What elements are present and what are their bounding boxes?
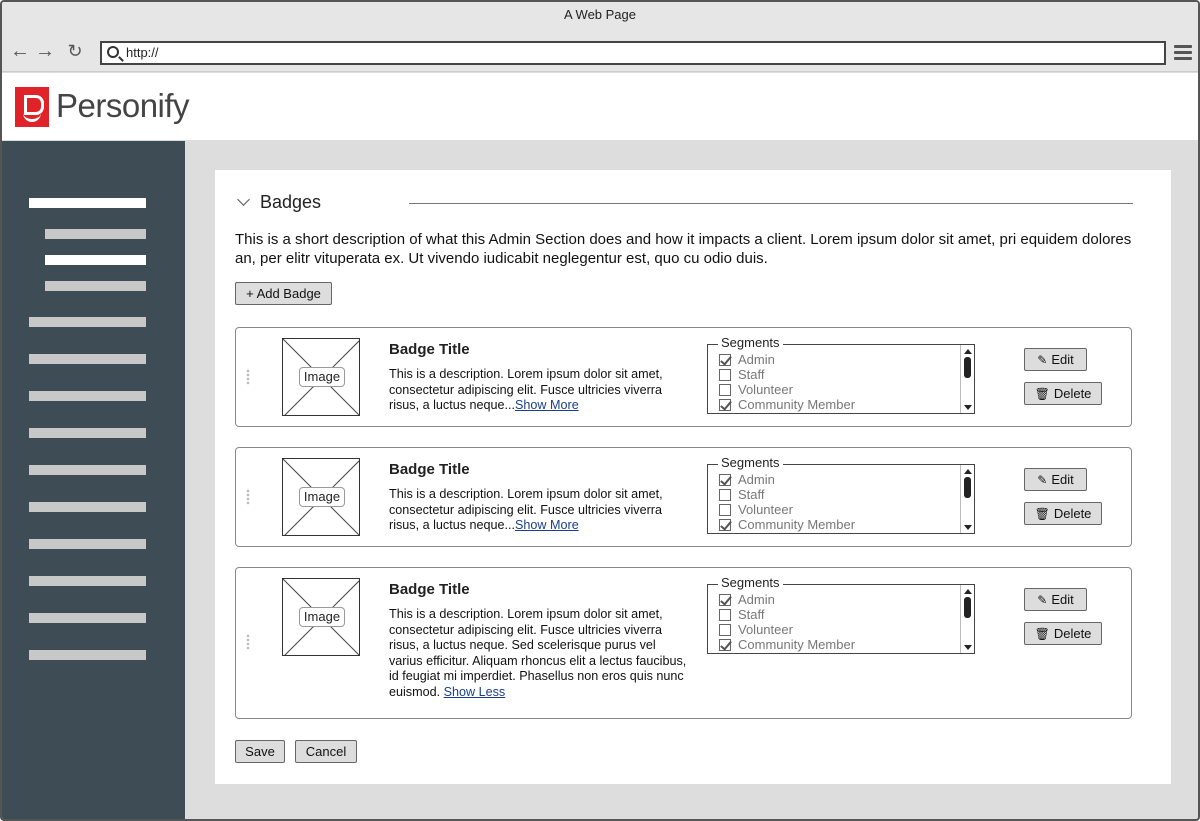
- segments-legend: Segments: [718, 336, 783, 350]
- section-divider: [409, 203, 1133, 204]
- segment-label: Admin: [738, 352, 775, 367]
- sidebar-item-2[interactable]: [29, 317, 146, 327]
- segment-volunteer[interactable]: [719, 622, 855, 637]
- site-header: [2, 73, 1198, 140]
- badge-description: [389, 487, 689, 534]
- segment-volunteer[interactable]: [719, 382, 855, 397]
- checkbox[interactable]: [719, 594, 731, 606]
- segment-volunteer[interactable]: [719, 502, 855, 517]
- delete-label: Delete: [1053, 386, 1092, 401]
- badge-image: [282, 458, 360, 536]
- section-title: Badges: [260, 192, 322, 212]
- edit-label: Edit: [1051, 592, 1074, 607]
- address-text: http://: [126, 45, 159, 60]
- checkbox[interactable]: [719, 474, 731, 486]
- checkbox[interactable]: [719, 639, 731, 651]
- show-more-link[interactable]: Show More: [515, 398, 579, 412]
- segment-label: Staff: [738, 367, 765, 382]
- checkbox[interactable]: [719, 489, 731, 501]
- badge-description: [389, 607, 689, 700]
- segment-community-member[interactable]: [719, 397, 855, 412]
- segment-staff[interactable]: [719, 487, 855, 502]
- segment-label: Community Member: [738, 397, 856, 412]
- segment-admin[interactable]: [719, 352, 855, 367]
- segment-staff[interactable]: [719, 607, 855, 622]
- scroll-up-icon[interactable]: [964, 349, 972, 354]
- scroll-down-icon[interactable]: [964, 645, 972, 650]
- edit-label: Edit: [1051, 472, 1074, 487]
- badge-description-text: This is a description. Lorem ipsum dolor sit amet, consectetur adipiscing elit. Fusce ultricies viverra risus, a luctus neque...: [389, 367, 663, 412]
- segment-admin[interactable]: [719, 592, 855, 607]
- arrow-left-icon[interactable]: ←: [10, 40, 30, 62]
- checkbox[interactable]: [719, 369, 731, 381]
- badge-title: Badge Title: [389, 341, 470, 358]
- segment-community-member[interactable]: [719, 637, 855, 652]
- section-description: This is a short description of what this Admin Section does and how it impacts a client. Lorem ipsum dolor sit amet, pri equidem dolores an, per elitr vituperata ex. Ut vivendo iudicabit neglegentur est, quo cu odio duis.: [235, 231, 1132, 267]
- segments-list: [707, 575, 975, 654]
- badge-card: [235, 447, 1132, 547]
- segments-legend: Segments: [718, 576, 783, 590]
- arrow-right-icon[interactable]: →: [35, 40, 55, 62]
- scroll-thumb[interactable]: [964, 357, 971, 378]
- checkbox[interactable]: [719, 399, 731, 411]
- sidebar-item-1[interactable]: [29, 198, 146, 208]
- scrollbar[interactable]: [960, 585, 974, 653]
- scroll-thumb[interactable]: [964, 597, 971, 618]
- sidebar: [2, 141, 185, 821]
- brand-name[interactable]: Personify: [56, 87, 190, 124]
- segment-label: Staff: [738, 607, 765, 622]
- sidebar-item-11[interactable]: [29, 650, 146, 660]
- segment-label: Staff: [738, 487, 765, 502]
- badge-image: [282, 578, 360, 656]
- segment-label: Community Member: [738, 517, 856, 532]
- segment-label: Volunteer: [738, 382, 793, 397]
- badge-title: Badge Title: [389, 581, 470, 598]
- trash-icon: 🗑: [1034, 627, 1050, 641]
- show-less-link[interactable]: Show Less: [443, 684, 506, 699]
- browser-toolbar: [2, 32, 1198, 72]
- sidebar-item-7[interactable]: [29, 502, 146, 512]
- segment-label: Volunteer: [738, 502, 793, 517]
- badge-card: [235, 567, 1132, 719]
- segment-label: Admin: [738, 592, 775, 607]
- scrollbar[interactable]: [960, 465, 974, 533]
- personify-logo-icon[interactable]: [15, 87, 49, 127]
- chevron-down-icon[interactable]: [237, 193, 250, 206]
- segment-label: Community Member: [738, 637, 856, 652]
- drag-handle-icon[interactable]: [246, 634, 250, 650]
- delete-button[interactable]: [1024, 382, 1102, 405]
- badge-description-text: This is a description. Lorem ipsum dolor sit amet, consectetur adipiscing elit. Fusce ultricies viverra risus, a luctus neque...: [389, 487, 663, 532]
- segments-list: [707, 455, 975, 534]
- segment-label: Volunteer: [738, 622, 793, 637]
- sidebar-subitem-3[interactable]: [45, 281, 146, 291]
- add-badge-button[interactable]: + Add Badge: [235, 282, 332, 305]
- checkbox[interactable]: [719, 519, 731, 531]
- segment-admin[interactable]: [719, 472, 855, 487]
- segment-staff[interactable]: [719, 367, 855, 382]
- checkbox[interactable]: [719, 609, 731, 621]
- delete-button[interactable]: [1024, 622, 1102, 645]
- window-title: A Web Page: [2, 2, 1198, 32]
- pencil-icon: ✎: [1037, 593, 1048, 607]
- checkbox[interactable]: [719, 504, 731, 516]
- badge-image: [282, 338, 360, 416]
- badge-card: [235, 327, 1132, 427]
- edit-button[interactable]: [1024, 588, 1087, 611]
- edit-button[interactable]: [1024, 348, 1087, 371]
- image-label: Image: [299, 367, 345, 387]
- segment-community-member[interactable]: [719, 517, 855, 532]
- sidebar-item-9[interactable]: [29, 576, 146, 586]
- search-icon: [107, 46, 119, 58]
- sidebar-item-10[interactable]: [29, 613, 146, 623]
- sidebar-item-8[interactable]: [29, 539, 146, 549]
- show-more-link[interactable]: Show More: [515, 518, 579, 532]
- section-header[interactable]: [239, 192, 321, 213]
- sidebar-item-3[interactable]: [29, 354, 146, 364]
- badge-title: Badge Title: [389, 461, 470, 478]
- segment-label: Admin: [738, 472, 775, 487]
- badges-panel: [215, 170, 1171, 784]
- delete-label: Delete: [1053, 506, 1092, 521]
- pencil-icon: ✎: [1037, 353, 1048, 367]
- delete-button[interactable]: [1024, 502, 1102, 525]
- badge-description: [389, 367, 689, 414]
- scroll-thumb[interactable]: [964, 477, 971, 498]
- sidebar-subitem-2[interactable]: [45, 255, 146, 265]
- scroll-up-icon[interactable]: [964, 469, 972, 474]
- scrollbar[interactable]: [960, 345, 974, 413]
- sidebar-item-6[interactable]: [29, 465, 146, 475]
- checkbox[interactable]: [719, 624, 731, 636]
- address-bar[interactable]: [100, 41, 1166, 65]
- segments-list: [707, 335, 975, 414]
- trash-icon: 🗑: [1034, 507, 1050, 521]
- pencil-icon: ✎: [1037, 473, 1048, 487]
- sidebar-item-5[interactable]: [29, 428, 146, 438]
- badge-description-text: This is a description. Lorem ipsum dolor sit amet, consectetur adipiscing elit. Fusce ultricies viverra risus, a luctus neque. Sed scelerisque purus vel varius efficitur. Aliquam rhoncus elit a lectus faucibus, id feugiat mi imperdiet. Phasellus non eros quis nunc euismod.: [389, 607, 687, 699]
- scroll-down-icon[interactable]: [964, 525, 972, 530]
- checkbox[interactable]: [719, 354, 731, 366]
- edit-button[interactable]: [1024, 468, 1087, 491]
- checkbox[interactable]: [719, 384, 731, 396]
- image-label: Image: [299, 607, 345, 627]
- trash-icon: 🗑: [1034, 387, 1050, 401]
- reload-icon[interactable]: ↻: [67, 41, 83, 61]
- scroll-down-icon[interactable]: [964, 405, 972, 410]
- sidebar-item-4[interactable]: [29, 391, 146, 401]
- hamburger-icon[interactable]: [1174, 45, 1192, 61]
- sidebar-subitem-1[interactable]: [45, 229, 146, 239]
- save-button[interactable]: Save: [235, 740, 285, 763]
- image-label: Image: [299, 487, 345, 507]
- drag-handle-icon[interactable]: [246, 489, 250, 505]
- scroll-up-icon[interactable]: [964, 589, 972, 594]
- edit-label: Edit: [1051, 352, 1074, 367]
- cancel-button[interactable]: Cancel: [295, 740, 357, 763]
- segments-legend: Segments: [718, 456, 783, 470]
- drag-handle-icon[interactable]: [246, 369, 250, 385]
- delete-label: Delete: [1053, 626, 1092, 641]
